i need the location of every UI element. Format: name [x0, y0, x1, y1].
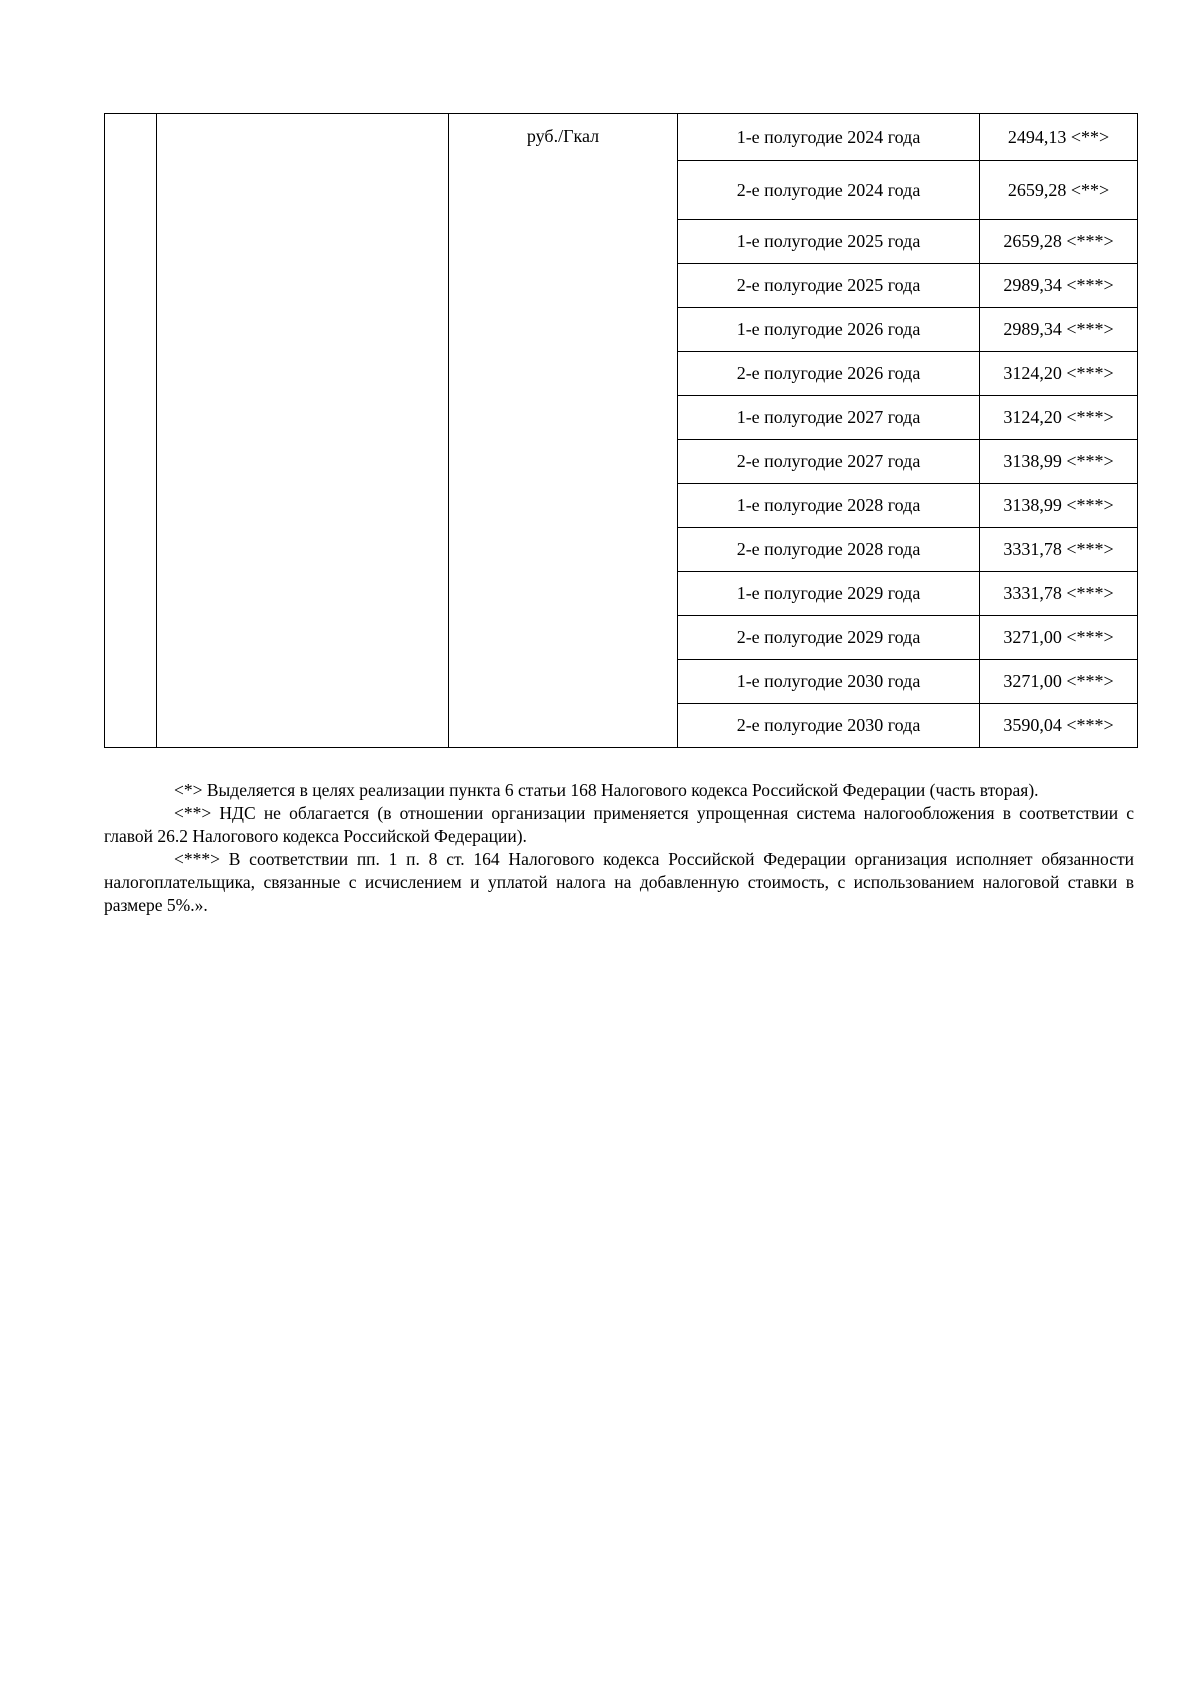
period-cell: 2-е полугодие 2026 года [678, 352, 980, 396]
tariff-value-cell: 3138,99 <***> [980, 484, 1138, 528]
tariff-value-cell: 3271,00 <***> [980, 660, 1138, 704]
table-row [105, 114, 1138, 161]
tariff-value-cell: 3331,78 <***> [980, 528, 1138, 572]
index-cell [105, 114, 157, 748]
period-cell: 2-е полугодие 2025 года [678, 264, 980, 308]
period-cell: 2-е полугодие 2030 года [678, 704, 980, 748]
period-cell: 1-е полугодие 2027 года [678, 396, 980, 440]
tariff-value-cell: 2989,34 <***> [980, 308, 1138, 352]
tariff-value-cell: 2659,28 <***> [980, 220, 1138, 264]
tariff-value-cell: 3138,99 <***> [980, 440, 1138, 484]
tariff-value-cell: 3590,04 <***> [980, 704, 1138, 748]
footnote-vat-allocation: <*> Выделяется в целях реализации пункта 6 статьи 168 Налогового кодекса Российской Федерации (часть вторая). [174, 780, 1039, 800]
period-cell: 1-е полугодие 2028 года [678, 484, 980, 528]
footnote-vat-rate: <***> В соответствии пп. 1 п. 8 ст. 164 Налогового кодекса Российской Федерации организация исполняет обязанности налогоплательщика, связанные с исчислением и уплатой налога на добавленную стоимость, с использованием налоговой ставки в размере 5%.». [104, 849, 1134, 915]
period-cell: 1-е полугодие 2030 года [678, 660, 980, 704]
period-cell: 2-е полугодие 2029 года [678, 616, 980, 660]
period-cell: 1-е полугодие 2026 года [678, 308, 980, 352]
tariff-value-cell: 2494,13 <**> [980, 114, 1138, 161]
period-cell: 1-е полугодие 2024 года [678, 114, 980, 161]
description-cell [157, 114, 449, 748]
tariff-value-cell: 3124,20 <***> [980, 352, 1138, 396]
tariff-table [104, 113, 1138, 748]
tariff-value-cell: 2989,34 <***> [980, 264, 1138, 308]
tariff-value-cell: 3124,20 <***> [980, 396, 1138, 440]
tariff-value-cell: 3271,00 <***> [980, 616, 1138, 660]
unit-cell: руб./Гкал [449, 114, 678, 748]
period-cell: 1-е полугодие 2025 года [678, 220, 980, 264]
footnote-vat-exempt: <**> НДС не облагается (в отношении организации применяется упрощенная система налогообложения в соответствии с главой 26.2 Налогового кодекса Российской Федерации). [104, 803, 1134, 846]
period-cell: 2-е полугодие 2027 года [678, 440, 980, 484]
tariff-value-cell: 3331,78 <***> [980, 572, 1138, 616]
footnotes [104, 779, 1134, 917]
period-cell: 2-е полугодие 2024 года [678, 161, 980, 220]
tariff-value-cell: 2659,28 <**> [980, 161, 1138, 220]
period-cell: 1-е полугодие 2029 года [678, 572, 980, 616]
period-cell: 2-е полугодие 2028 года [678, 528, 980, 572]
